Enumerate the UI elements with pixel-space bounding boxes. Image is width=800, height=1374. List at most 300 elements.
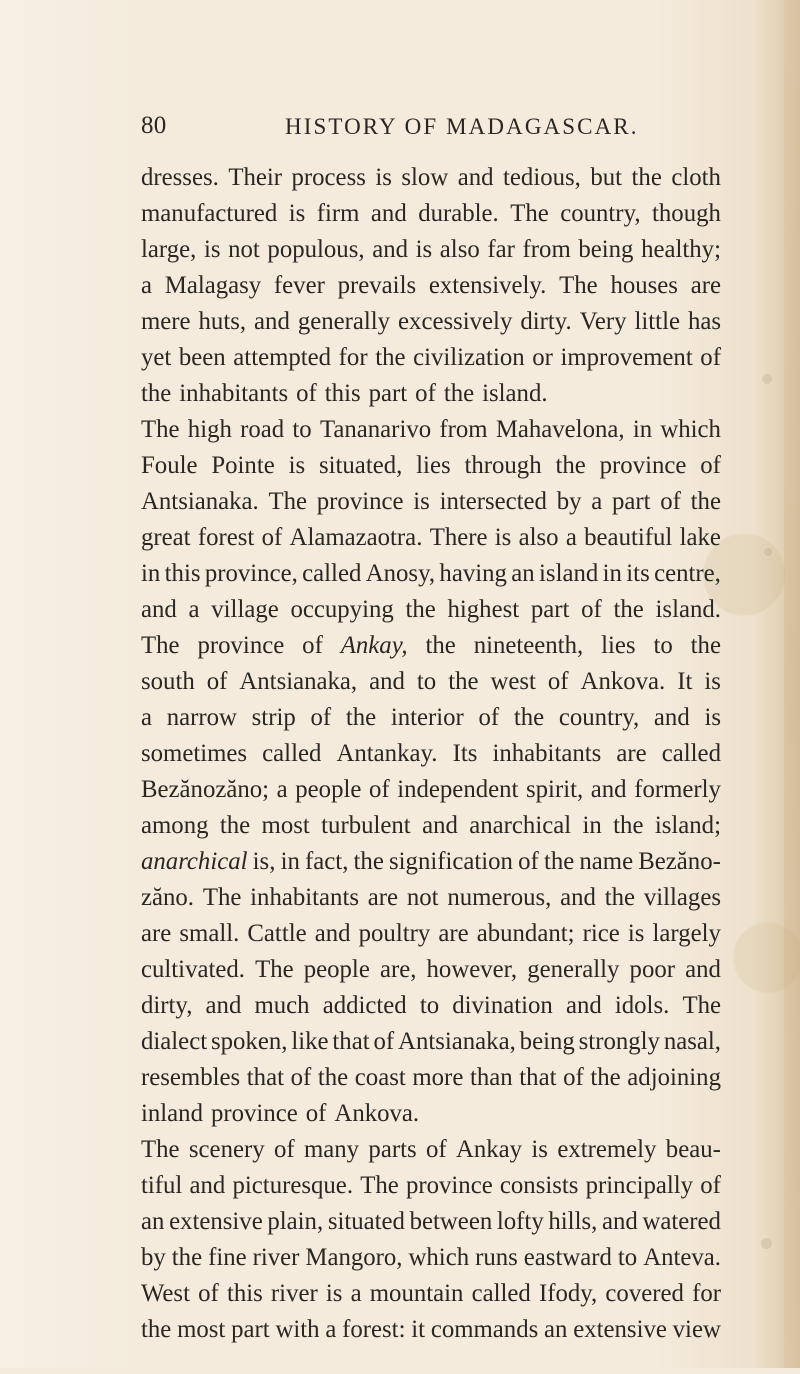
page-number: 80 xyxy=(141,112,167,139)
word: spoken, xyxy=(210,1028,288,1055)
word: extensively. xyxy=(428,272,547,299)
word: inhabitants xyxy=(179,380,289,407)
word: Foule xyxy=(141,452,198,479)
word: tiful xyxy=(141,1172,183,1199)
word: not xyxy=(406,884,439,911)
word: the xyxy=(219,812,251,839)
word: country, xyxy=(558,704,640,731)
word: to xyxy=(653,632,673,659)
word: of xyxy=(425,1136,447,1163)
word: Anteva. xyxy=(643,1244,721,1271)
word: healthy; xyxy=(641,236,721,263)
word: Pointe xyxy=(211,452,275,479)
page-edge-band xyxy=(784,0,800,1368)
running-head: HISTORY OF MADAGASCAR. xyxy=(285,114,639,139)
word: poultry xyxy=(358,920,431,947)
word: of xyxy=(273,1136,295,1163)
text-line-25 xyxy=(141,1026,721,1058)
text-line-28 xyxy=(141,1134,721,1166)
word: among xyxy=(141,812,209,839)
word: dialect xyxy=(141,1028,208,1055)
word: a xyxy=(591,488,603,515)
word: for xyxy=(338,344,368,371)
word: from xyxy=(439,416,488,443)
word: of xyxy=(581,596,602,623)
word: the xyxy=(375,344,406,371)
word: than xyxy=(469,1064,513,1091)
word: of xyxy=(563,1064,584,1091)
word: inhabitants xyxy=(492,740,602,767)
word: between xyxy=(409,1208,493,1235)
text-line-12 xyxy=(141,558,721,590)
word: Alamazaotra. xyxy=(289,524,423,551)
word: the xyxy=(405,596,436,623)
word: Ifody, xyxy=(538,1280,598,1307)
word: great xyxy=(141,524,191,551)
word: and xyxy=(189,1172,226,1199)
word: and xyxy=(685,956,721,983)
word: resembles xyxy=(141,1064,241,1091)
word: fine xyxy=(208,1244,247,1271)
word: road xyxy=(240,416,285,443)
word: a xyxy=(141,272,153,299)
word: interior xyxy=(390,704,464,731)
word: it xyxy=(411,1316,426,1343)
word: a xyxy=(276,776,288,803)
word: mere xyxy=(141,308,191,335)
word: that xyxy=(246,1064,284,1091)
word: a xyxy=(141,704,153,731)
word: consists xyxy=(499,1172,579,1199)
word: Bezăno- xyxy=(638,848,721,875)
word: is xyxy=(494,524,512,551)
word: abundant; xyxy=(476,920,575,947)
word: Mangoro, xyxy=(305,1244,403,1271)
word: is xyxy=(325,1280,343,1307)
text-line-11 xyxy=(141,522,721,554)
word: for xyxy=(692,1280,721,1307)
text-line-6 xyxy=(141,342,721,374)
word: dirty. xyxy=(520,308,572,335)
text-line-31 xyxy=(141,1242,721,1274)
word: is xyxy=(375,164,392,191)
word: watered xyxy=(642,1208,721,1235)
word: dirty, xyxy=(141,992,193,1019)
word: of xyxy=(478,704,500,731)
word: cultivated. xyxy=(141,956,245,983)
word: been xyxy=(178,344,226,371)
word: called xyxy=(661,740,721,767)
word: and xyxy=(372,236,408,263)
word: Malagasy xyxy=(164,272,262,299)
text-line-7 xyxy=(141,378,548,410)
word: inland xyxy=(141,1100,203,1127)
word: part xyxy=(368,380,408,407)
word: The xyxy=(141,1136,180,1163)
word: province xyxy=(197,632,285,659)
word: large, xyxy=(141,236,197,263)
word: and xyxy=(254,308,290,335)
text-line-4 xyxy=(141,270,721,302)
word: tedious, xyxy=(503,164,581,191)
word: addicted xyxy=(322,992,407,1019)
word: is xyxy=(413,488,430,515)
word: the xyxy=(555,452,586,479)
word: called xyxy=(471,1280,531,1307)
word: and xyxy=(141,596,177,623)
word: the xyxy=(353,848,384,875)
word: the xyxy=(513,704,545,731)
word: part xyxy=(231,1316,270,1343)
word: of xyxy=(518,848,539,875)
word: many xyxy=(303,1136,360,1163)
word: west xyxy=(490,668,536,695)
word: scenery xyxy=(188,1136,265,1163)
paper-spot xyxy=(762,374,772,384)
text-line-1 xyxy=(141,162,721,194)
word: province, xyxy=(204,560,298,587)
paper-spot xyxy=(761,1238,772,1249)
text-line-20 xyxy=(141,846,721,878)
word: people xyxy=(295,776,362,803)
word: small. xyxy=(179,920,240,947)
word: and xyxy=(422,812,458,839)
word: in xyxy=(602,560,622,587)
word: in xyxy=(582,812,602,839)
word: and xyxy=(314,920,351,947)
word: also xyxy=(518,524,559,551)
text-line-27 xyxy=(141,1098,419,1130)
word: situated xyxy=(327,1208,405,1235)
word: Ankay xyxy=(455,1136,523,1163)
word: occupying xyxy=(290,596,394,623)
word: the xyxy=(631,164,662,191)
word: The xyxy=(559,272,598,299)
word: the xyxy=(543,848,575,875)
word: are xyxy=(690,272,721,299)
word: most xyxy=(261,812,310,839)
word: little xyxy=(634,308,680,335)
word: the xyxy=(690,488,721,515)
word: strongly xyxy=(578,1028,660,1055)
word: its xyxy=(626,560,650,587)
word: Very xyxy=(579,308,627,335)
word: extremely xyxy=(557,1136,657,1163)
word: numerous, xyxy=(447,884,552,911)
word: The xyxy=(268,488,308,515)
word: and xyxy=(560,884,596,911)
word: anarchical xyxy=(141,848,248,875)
word: eastward xyxy=(523,1244,612,1271)
word: this xyxy=(324,380,361,407)
word: and xyxy=(590,776,627,803)
word: of xyxy=(206,668,228,695)
word: of xyxy=(310,704,332,731)
word: of xyxy=(700,344,721,371)
text-line-18 xyxy=(141,774,721,806)
word: Bezănozăno; xyxy=(141,776,270,803)
text-line-30 xyxy=(141,1206,721,1238)
word: the xyxy=(613,596,644,623)
word: commands xyxy=(430,1316,539,1343)
word: is xyxy=(288,200,306,227)
word: durable. xyxy=(418,200,499,227)
text-line-33 xyxy=(141,1314,721,1346)
word: improvement xyxy=(560,344,693,371)
text-line-22 xyxy=(141,918,721,950)
word: beautiful xyxy=(584,524,673,551)
word: The xyxy=(682,992,721,1019)
word: independent xyxy=(397,776,519,803)
word: the xyxy=(317,1064,349,1091)
paper-spot xyxy=(764,548,772,556)
word: to xyxy=(416,668,437,695)
word: far xyxy=(487,236,515,263)
word: Their xyxy=(228,164,283,191)
word: of xyxy=(373,1028,395,1055)
word: populous, xyxy=(267,236,365,263)
word: province xyxy=(405,1172,493,1199)
word: lies xyxy=(416,452,451,479)
word: forest xyxy=(197,524,255,551)
word: villages xyxy=(643,884,721,911)
word: though xyxy=(652,200,721,227)
word: this xyxy=(226,1280,263,1307)
word: a xyxy=(325,1316,337,1343)
word: by xyxy=(556,488,582,515)
word: also xyxy=(439,236,480,263)
word: hills, xyxy=(548,1208,598,1235)
word: the xyxy=(590,1064,621,1091)
word: like xyxy=(291,1028,329,1055)
word: of xyxy=(700,452,721,479)
word: largely xyxy=(652,920,721,947)
word: river xyxy=(270,1280,318,1307)
word: cloth xyxy=(671,164,721,191)
word: strip xyxy=(251,704,296,731)
word: the xyxy=(604,884,636,911)
word: nineteenth, xyxy=(473,632,584,659)
word: the xyxy=(448,668,479,695)
word: forest: xyxy=(342,1316,406,1343)
word: fact, xyxy=(305,848,349,875)
word: sometimes xyxy=(141,740,248,767)
word: to xyxy=(617,1244,638,1271)
word: firm xyxy=(316,200,360,227)
word: is xyxy=(704,704,721,731)
word: The xyxy=(141,632,180,659)
word: process xyxy=(291,164,366,191)
word: The xyxy=(255,956,294,983)
word: in xyxy=(141,560,161,587)
word: principally xyxy=(585,1172,694,1199)
word: the xyxy=(613,812,644,839)
word: and xyxy=(601,1208,638,1235)
word: slow xyxy=(401,164,449,191)
word: with xyxy=(275,1316,320,1343)
word: being xyxy=(578,236,634,263)
word: and xyxy=(565,992,602,1019)
text-line-9 xyxy=(141,450,721,482)
word: excessively xyxy=(398,308,513,335)
word: high xyxy=(187,416,232,443)
word: which xyxy=(660,416,721,443)
word: West xyxy=(141,1280,190,1307)
word: is xyxy=(288,452,306,479)
text-line-3 xyxy=(141,234,721,266)
word: houses xyxy=(610,272,678,299)
word: which xyxy=(408,1244,470,1271)
word: covered xyxy=(605,1280,684,1307)
word: of xyxy=(296,380,317,407)
word: are xyxy=(438,920,469,947)
word: to xyxy=(419,992,440,1019)
word: intersected xyxy=(439,488,547,515)
word: this xyxy=(164,560,201,587)
word: of xyxy=(198,1280,219,1307)
word: the xyxy=(141,380,172,407)
word: Tananarivo xyxy=(319,416,432,443)
text-line-24 xyxy=(141,990,721,1022)
word: from xyxy=(522,236,571,263)
word: through xyxy=(464,452,542,479)
text-line-10 xyxy=(141,486,721,518)
word: and xyxy=(205,992,242,1019)
word: civilization xyxy=(413,344,525,371)
word: not xyxy=(228,236,260,263)
text-line-8 xyxy=(141,414,721,446)
word: signification xyxy=(389,848,513,875)
word: of xyxy=(660,488,681,515)
word: or xyxy=(532,344,553,371)
text-line-5 xyxy=(141,306,721,338)
word: to xyxy=(292,416,312,443)
word: called xyxy=(262,740,322,767)
word: province xyxy=(210,1100,298,1127)
word: are xyxy=(616,740,647,767)
word: extensive xyxy=(573,1316,667,1343)
word: of xyxy=(700,1172,721,1199)
word: are xyxy=(141,920,172,947)
word: dresses. xyxy=(141,164,219,191)
word: of xyxy=(305,1100,327,1127)
word: a xyxy=(565,524,577,551)
text-line-29 xyxy=(141,1170,721,1202)
word: the xyxy=(425,632,456,659)
word: Ankay, xyxy=(340,632,408,659)
word: poor xyxy=(629,956,675,983)
word: Ankova. xyxy=(580,668,666,695)
text-line-32 xyxy=(141,1278,721,1310)
word: the xyxy=(141,1316,172,1343)
word: divination xyxy=(452,992,553,1019)
word: people xyxy=(303,956,370,983)
word: being xyxy=(519,1028,575,1055)
word: is xyxy=(531,1136,548,1163)
word: The xyxy=(360,1172,399,1199)
word: more xyxy=(412,1064,464,1091)
word: There xyxy=(429,524,488,551)
word: of xyxy=(415,380,436,407)
text-line-17 xyxy=(141,738,721,770)
word: however, xyxy=(426,956,518,983)
word: The xyxy=(510,200,549,227)
word: generally xyxy=(297,308,391,335)
word: in xyxy=(280,848,300,875)
word: that xyxy=(519,1064,557,1091)
word: is xyxy=(704,668,721,695)
word: much xyxy=(254,992,310,1019)
word: island; xyxy=(654,812,721,839)
word: an xyxy=(141,1208,165,1235)
word: extensive xyxy=(169,1208,263,1235)
word: and xyxy=(369,668,405,695)
word: Antsianaka, xyxy=(239,668,358,695)
word: beau- xyxy=(665,1136,721,1163)
body-text xyxy=(141,162,721,1374)
word: is xyxy=(627,920,645,947)
word: nasal, xyxy=(663,1028,721,1055)
word: adjoining xyxy=(627,1064,721,1091)
text-line-15 xyxy=(141,666,721,698)
word: anarchical xyxy=(469,812,572,839)
word: is xyxy=(203,236,221,263)
word: lake xyxy=(679,524,721,551)
word: village xyxy=(211,596,279,623)
word: of xyxy=(261,524,283,551)
word: situated, xyxy=(318,452,403,479)
word: a xyxy=(188,596,200,623)
word: name xyxy=(579,848,634,875)
word: but xyxy=(590,164,623,191)
word: of xyxy=(547,668,569,695)
word: parts xyxy=(368,1136,417,1163)
word: Mahavelona, xyxy=(495,416,625,443)
word: of xyxy=(368,776,390,803)
word: and xyxy=(457,164,494,191)
word: most xyxy=(177,1316,226,1343)
word: centre, xyxy=(654,560,721,587)
word: fever xyxy=(273,272,325,299)
word: and xyxy=(370,200,407,227)
word: inhabitants xyxy=(250,884,359,911)
word: island. xyxy=(655,596,721,623)
word: The xyxy=(141,416,180,443)
word: lofty xyxy=(496,1208,544,1235)
word: south xyxy=(141,668,195,695)
word: having xyxy=(439,560,507,587)
word: island. xyxy=(482,380,548,407)
word: the xyxy=(171,1244,203,1271)
word: Anosy, xyxy=(365,560,436,587)
word: province xyxy=(599,452,687,479)
word: river xyxy=(252,1244,300,1271)
word: generally xyxy=(527,956,620,983)
word: mountain xyxy=(369,1280,464,1307)
word: Its xyxy=(452,740,478,767)
word: rice xyxy=(582,920,620,947)
word: Antsianaka. xyxy=(141,488,259,515)
word: turbulent xyxy=(321,812,411,839)
text-line-26 xyxy=(141,1062,721,1094)
word: Antankay. xyxy=(336,740,438,767)
text-line-23 xyxy=(141,954,721,986)
word: island xyxy=(539,560,599,587)
word: zăno. xyxy=(141,884,195,911)
word: Antsianaka, xyxy=(398,1028,516,1055)
word: and xyxy=(653,704,690,731)
word: spirit, xyxy=(526,776,584,803)
